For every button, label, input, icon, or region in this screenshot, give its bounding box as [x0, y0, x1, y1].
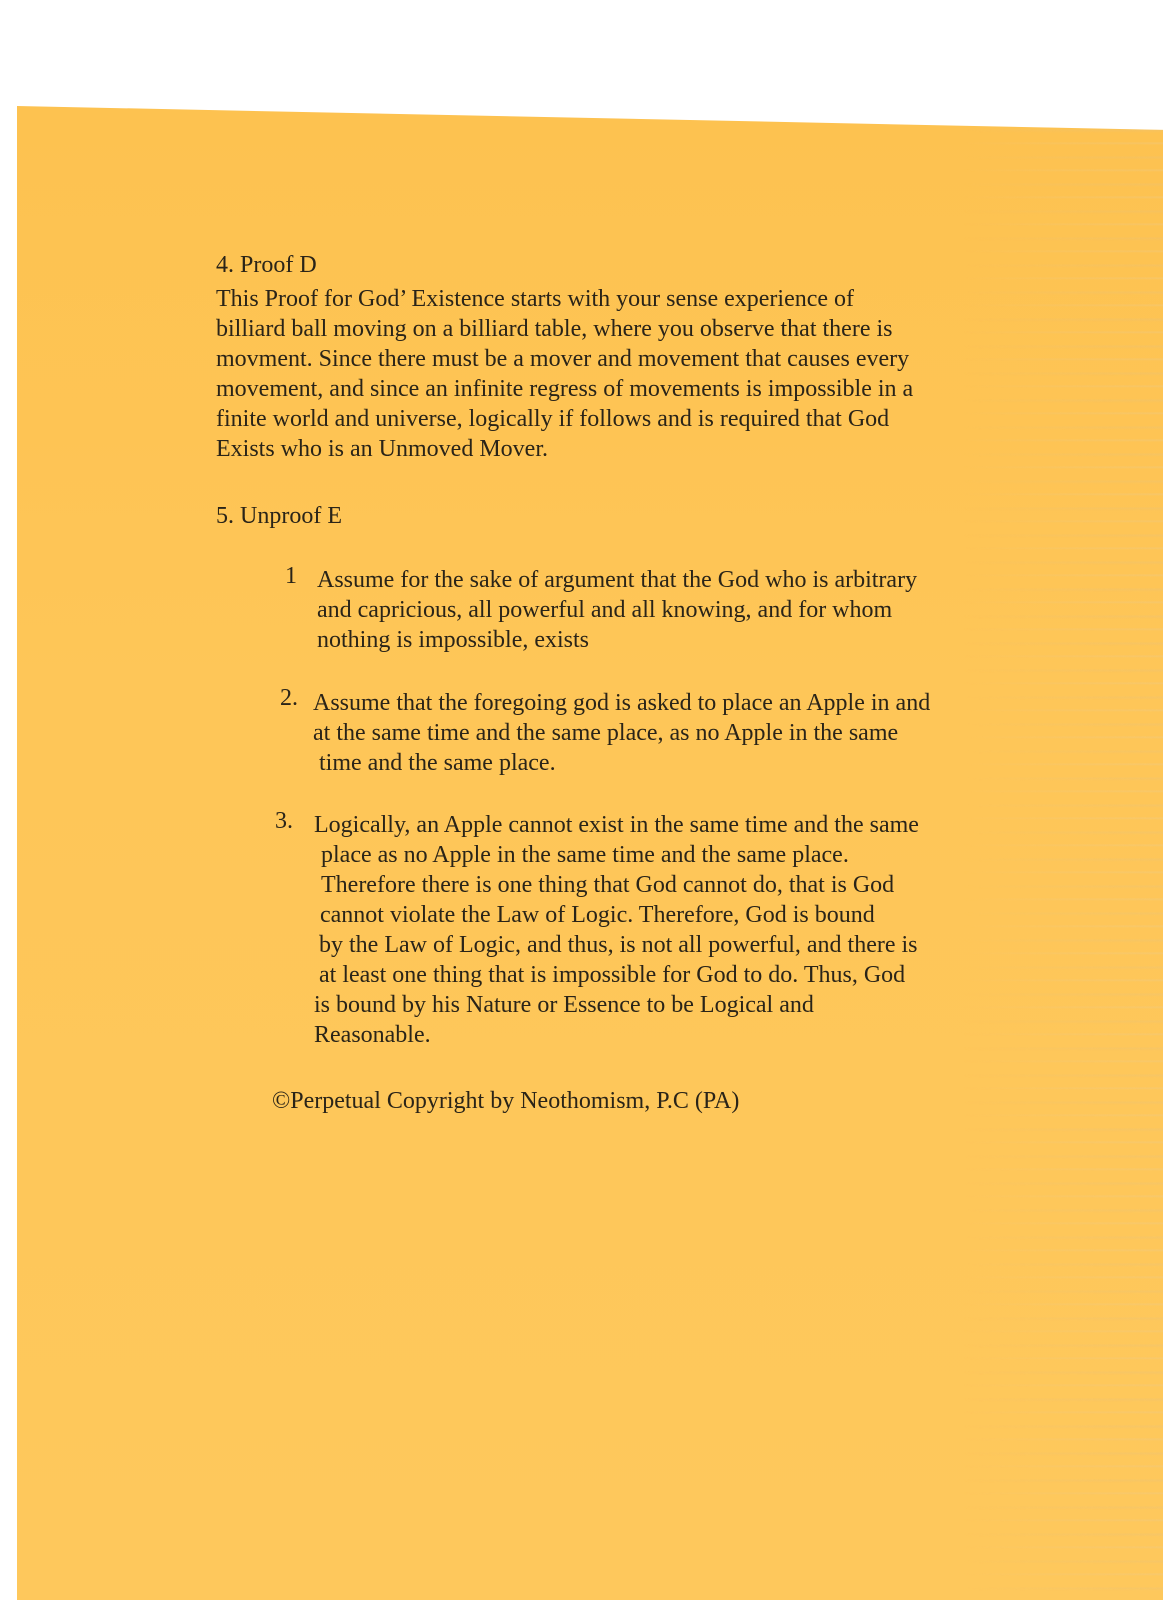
list-item-line: at the same time and the same place, as no Apple in the same [313, 720, 899, 746]
paragraph-line: movement, and since an infinite regress of movements is impossible in a [216, 376, 914, 402]
list-item-number: 1 [285, 563, 297, 589]
copyright-notice: ©Perpetual Copyright by Neothomism, P.C (PA) [272, 1088, 740, 1114]
list-item [314, 810, 919, 1050]
list-item-line: place as no Apple in the same time and the same place. [321, 842, 849, 868]
scan-artifact-streaks [963, 106, 1163, 1600]
list-item-line: is bound by his Nature or Essence to be Logical and [314, 992, 814, 1018]
list-item-line: at least one thing that is impossible for God to do. Thus, God [319, 962, 906, 988]
list-item-line: nothing is impossible, exists [317, 627, 590, 653]
list-item-line: cannot violate the Law of Logic. Therefore, God is bound [320, 902, 875, 928]
list-item-line: Therefore there is one thing that God cannot do, that is God [321, 872, 895, 898]
section-heading-unproof-e: 5. Unproof E [216, 503, 342, 529]
list-item-number: 3. [275, 808, 293, 834]
paragraph-line: movment. Since there must be a mover and movement that causes every [216, 346, 910, 372]
list-item-line: and capricious, all powerful and all knowing, and for whom [317, 597, 893, 623]
paragraph-line: billiard ball moving on a billiard table, where you observe that there is [216, 316, 893, 342]
list-item-line: Reasonable. [314, 1022, 431, 1048]
list-item [313, 688, 930, 778]
list-item-line: by the Law of Logic, and thus, is not all powerful, and there is [319, 932, 918, 958]
list-item-line: Logically, an Apple cannot exist in the same time and the same [314, 812, 919, 838]
list-item [317, 565, 917, 655]
list-item-line: Assume that the foregoing god is asked to place an Apple in and [313, 690, 931, 716]
list-item-line: time and the same place. [319, 750, 556, 776]
paragraph-line: This Proof for God’ Existence starts with your sense experience of [216, 286, 855, 312]
paragraph-line: finite world and universe, logically if follows and is required that God [216, 406, 890, 432]
paragraph-line: Exists who is an Unmoved Mover. [216, 436, 548, 462]
list-item-number: 2. [280, 685, 298, 711]
section-heading-proof-d: 4. Proof D [216, 252, 317, 278]
list-item-line: Assume for the sake of argument that the God who is arbitrary [317, 567, 918, 593]
proof-d-paragraph [216, 284, 913, 464]
